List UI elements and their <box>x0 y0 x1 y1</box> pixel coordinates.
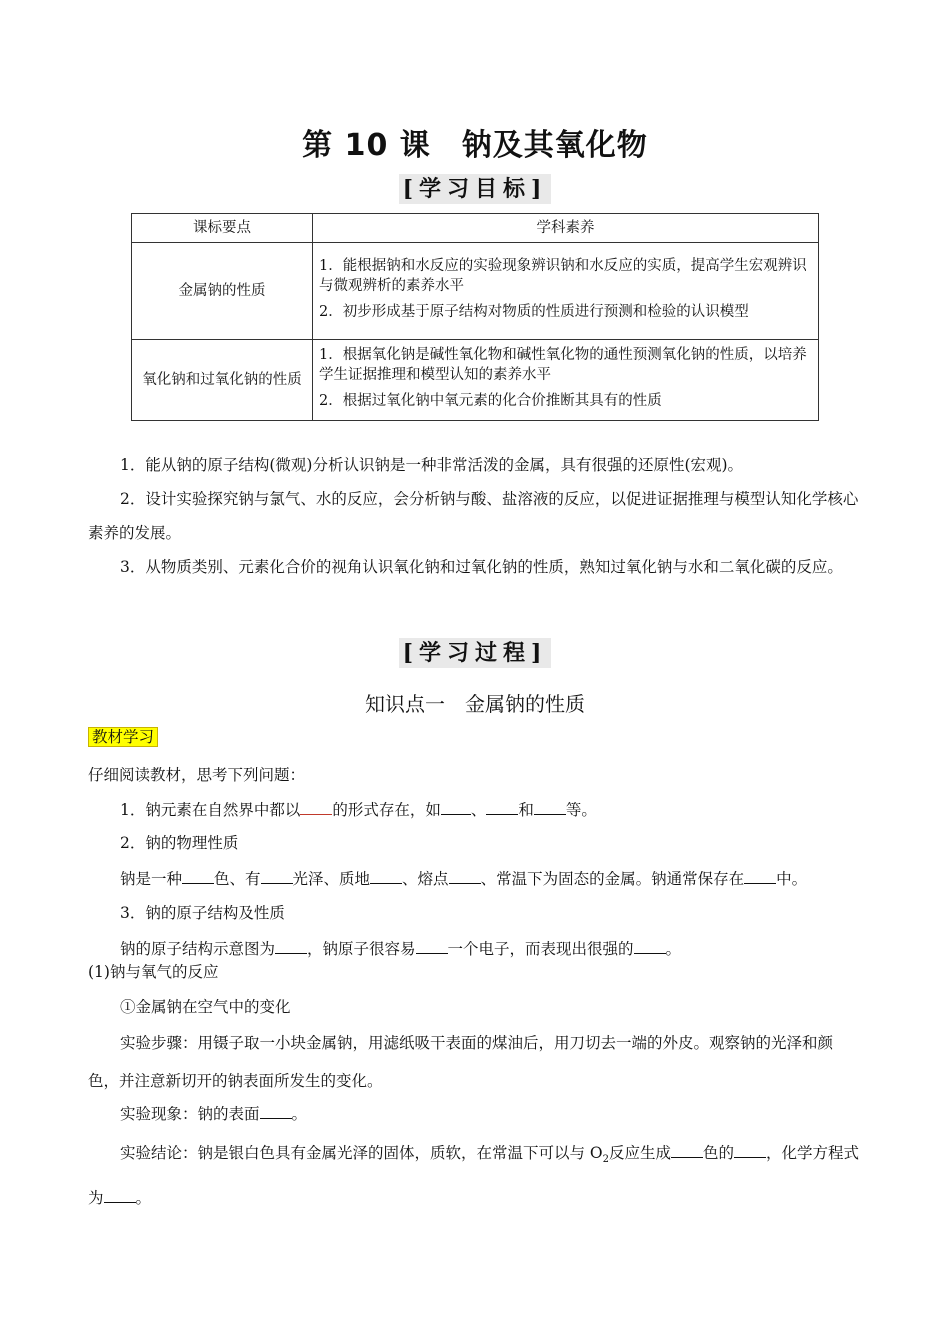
question-2 <box>88 867 895 890</box>
table-cell-point: 氧化钠和过氧化钠的性质 <box>132 340 313 421</box>
textbook-study-tag: 教材学习 <box>88 727 158 747</box>
table-row <box>132 340 819 421</box>
fill-blank[interactable] <box>300 798 332 815</box>
table-header-cell: 课标要点 <box>132 214 313 243</box>
q2-text: 、常温下为固态的金属。钠通常保存在 <box>480 870 745 888</box>
conclusion-text: 反应生成 <box>609 1144 672 1162</box>
table-row <box>132 243 819 340</box>
question-1 <box>88 798 895 821</box>
experiment-conclusion <box>88 1134 863 1217</box>
literacy-item: 2．根据过氧化钠中氧元素的化合价推断其具有的性质 <box>319 393 662 409</box>
fill-blank[interactable] <box>449 867 481 884</box>
q2-text: 、熔点 <box>402 870 449 888</box>
fill-blank[interactable] <box>104 1186 136 1203</box>
goal-item: 2．设计实验探究钠与氯气、水的反应，会分析钠与酸、盐溶液的反应，以促进证据推理与模型认知化学核心素养的发展。 <box>88 490 859 542</box>
subsection-oxygen-reaction: (1)钠与氧气的反应 <box>88 963 219 981</box>
knowledge-point-title: 知识点一 金属钠的性质 <box>365 692 585 716</box>
table-cell-literacy <box>313 340 819 421</box>
fill-blank[interactable] <box>260 1102 292 1119</box>
q1-text: 和 <box>518 801 534 819</box>
fill-blank[interactable] <box>261 867 293 884</box>
conclusion-text: 色的 <box>703 1144 735 1162</box>
question-3-title: 3．钠的原子结构及性质 <box>120 904 285 922</box>
section-heading-goals-text: [学习目标] <box>399 174 552 204</box>
table-cell-point: 金属钠的性质 <box>132 243 313 340</box>
question-3 <box>88 937 895 960</box>
section-heading-process-text: [学习过程] <box>399 638 552 668</box>
section-heading-process <box>0 636 950 667</box>
table-cell-literacy <box>313 243 819 340</box>
q2-text: 钠是一种 <box>120 870 183 888</box>
q3-text: ，钠原子很容易 <box>307 940 416 958</box>
q1-text: 、 <box>470 801 487 819</box>
phenomenon-text: 。 <box>291 1105 308 1123</box>
goal-item: 1．能从钠的原子结构(微观)分析认识钠是一种非常活泼的金属，具有很强的还原性(宏观)。 <box>120 456 744 474</box>
goal-item: 3．从物质类别、元素化合价的视角认识氧化钠和过氧化钠的性质，熟知过氧化钠与水和二氧化碳的反应。 <box>120 558 843 576</box>
fill-blank[interactable] <box>275 937 307 954</box>
q3-text: 。 <box>665 940 682 958</box>
subsection-air-change: ①金属钠在空气中的变化 <box>120 998 291 1016</box>
literacy-item: 1．根据氧化钠是碱性氧化物和碱性氧化物的通性预测氧化钠的性质，以培养学生证据推理和模型认知的素养水平 <box>319 347 807 383</box>
q1-text: 的形式存在，如 <box>332 801 441 819</box>
q3-text: 钠的原子结构示意图为 <box>120 940 276 958</box>
fill-blank[interactable] <box>744 867 776 884</box>
section-heading-goals <box>0 172 950 203</box>
conclusion-text: ，化学方程式为 <box>88 1144 860 1208</box>
conclusion-text: 。 <box>135 1189 152 1208</box>
experiment-steps: 实验步骤：用镊子取一小块金属钠，用滤纸吸干表面的煤油后，用刀切去一端的外皮。观察钠的光泽和颜色，并注意新切开的钠表面所发生的变化。 <box>88 1034 834 1090</box>
fill-blank[interactable] <box>441 798 471 815</box>
q1-text: 1．钠元素在自然界中都以 <box>120 801 301 819</box>
question-2-title: 2．钠的物理性质 <box>120 834 239 852</box>
fill-blank[interactable] <box>416 937 448 954</box>
q1-text: 等。 <box>565 801 597 819</box>
fill-blank[interactable] <box>370 867 402 884</box>
q2-text: 中。 <box>776 870 808 888</box>
q2-text: 光泽、质地 <box>292 870 371 888</box>
fill-blank[interactable] <box>534 798 566 815</box>
phenomenon-text: 实验现象：钠的表面 <box>120 1105 260 1123</box>
fill-blank[interactable] <box>734 1141 766 1158</box>
fill-blank[interactable] <box>182 867 214 884</box>
fill-blank[interactable] <box>486 798 518 815</box>
table-header-row <box>132 214 819 243</box>
fill-blank[interactable] <box>671 1141 703 1158</box>
q2-text: 色、有 <box>214 870 261 888</box>
goals-table <box>131 213 819 421</box>
fill-blank[interactable] <box>634 937 666 954</box>
q3-text: 一个电子，而表现出很强的 <box>447 940 634 958</box>
literacy-item: 2．初步形成基于原子结构对物质的性质进行预测和检验的认识模型 <box>319 304 749 320</box>
intro-text: 仔细阅读教材，思考下列问题： <box>88 766 306 784</box>
tag-row <box>88 726 863 748</box>
page-title: 第 10 课 钠及其氧化物 <box>302 128 648 163</box>
table-header-cell: 学科素养 <box>313 214 819 243</box>
conclusion-text: 实验结论：钠是银白色具有金属光泽的固体，质软，在常温下可以与 O <box>120 1144 603 1162</box>
literacy-item: 1．能根据钠和水反应的实验现象辨识钠和水反应的实质，提高学生宏观辨识与微观辨析的素养水平 <box>319 258 807 294</box>
o2-subscript: 2 <box>602 1154 610 1166</box>
experiment-phenomenon <box>88 1102 895 1125</box>
